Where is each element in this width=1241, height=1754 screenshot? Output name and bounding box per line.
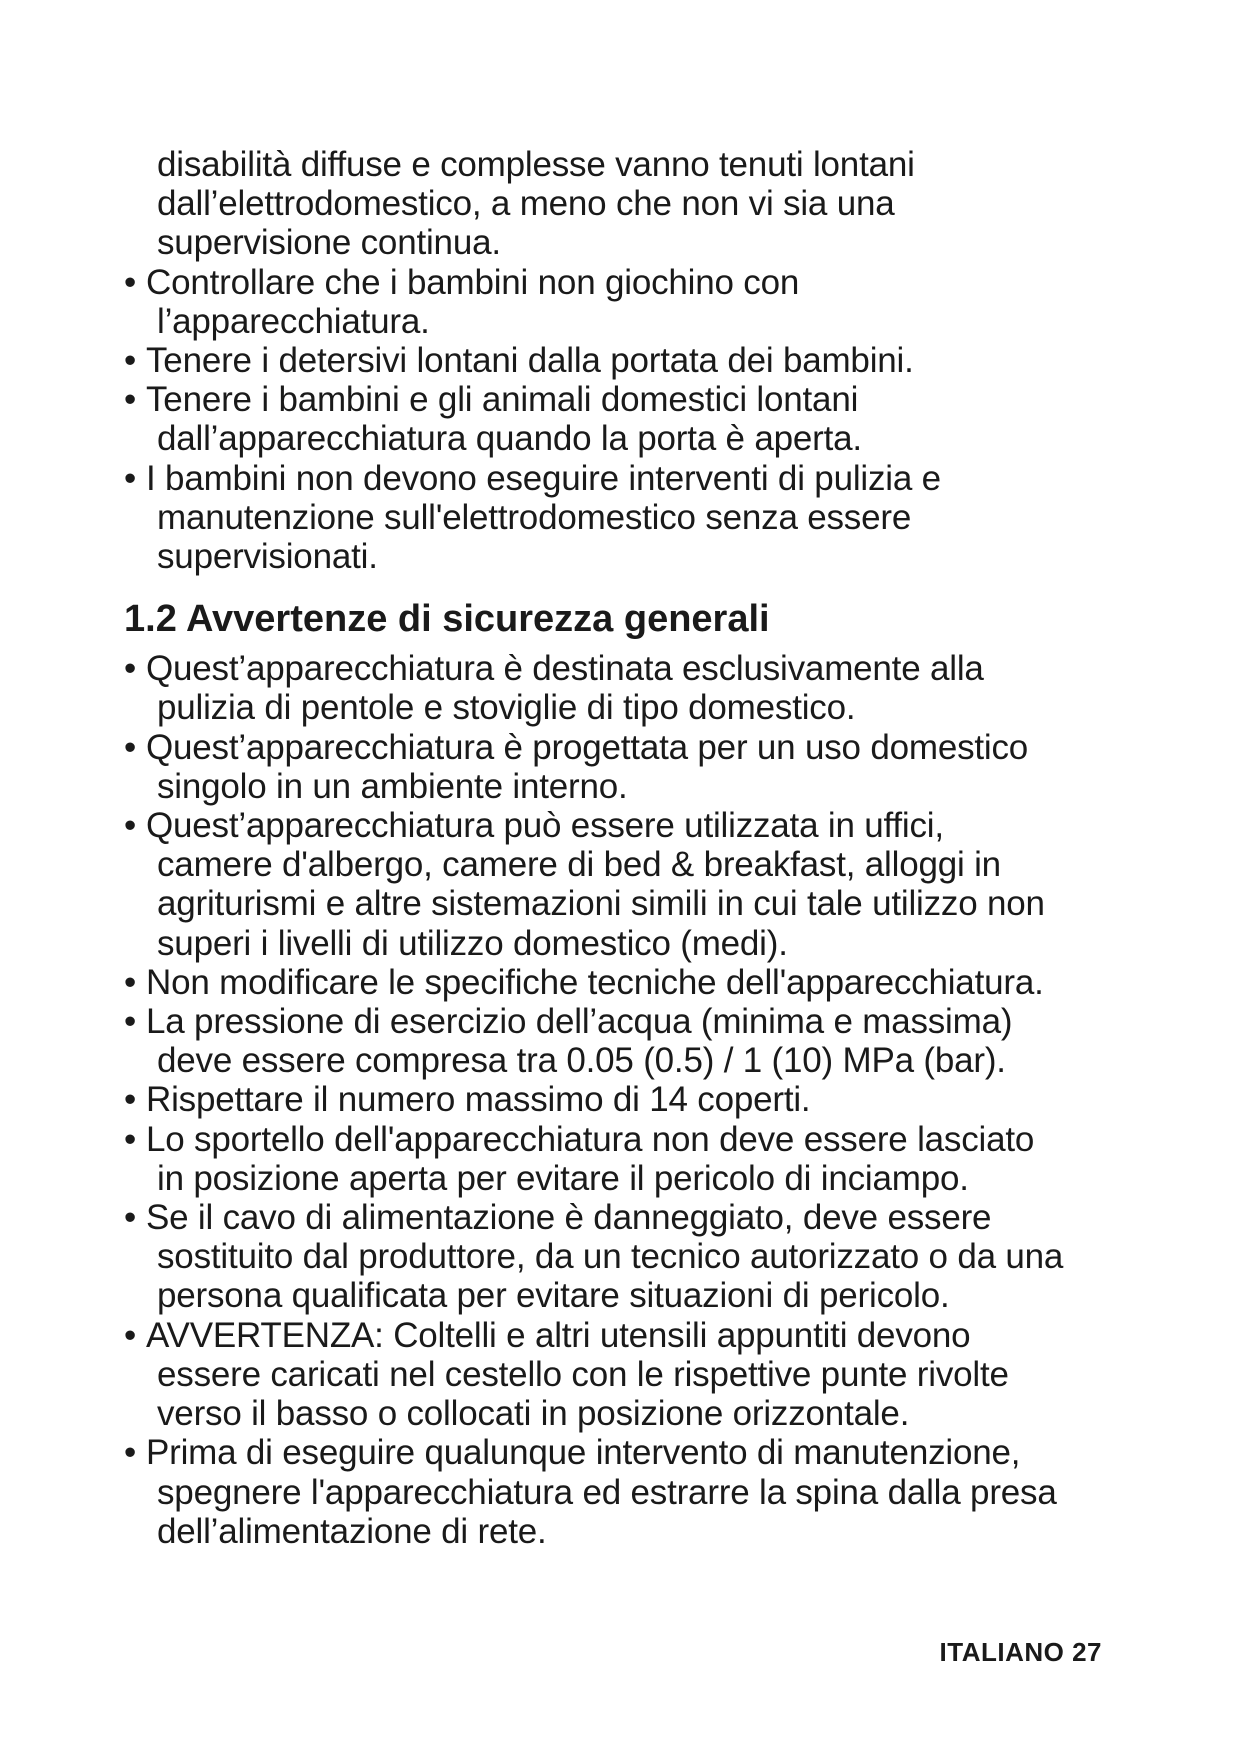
list-item (124, 1198, 1124, 1316)
list-item-text: dall’apparecchiatura quando la porta è aperta. (157, 419, 862, 459)
list-item (124, 963, 1124, 1002)
child-safety-list (124, 263, 1124, 577)
bullet-marker: • (124, 1119, 137, 1159)
bullet-marker: • (124, 1315, 137, 1355)
list-item-text: Rispettare il numero massimo di 14 coperti. (146, 1080, 811, 1120)
list-item (124, 806, 1124, 963)
list-item-text: supervisionati. (157, 537, 378, 577)
bullet-marker: • (124, 806, 137, 846)
list-item (124, 1002, 1124, 1080)
list-item (124, 649, 1124, 727)
list-item-text: spegnere l'apparecchiatura ed estrarre la spina dalla presa (157, 1472, 1057, 1512)
list-item (124, 263, 1124, 341)
list-item-text: Quest’apparecchiatura può essere utilizzata in uffici, (146, 806, 944, 846)
list-item (124, 1080, 1124, 1119)
list-item (124, 1316, 1124, 1434)
list-item-text: verso il basso o collocati in posizione orizzontale. (157, 1394, 910, 1434)
list-item (124, 728, 1124, 806)
bullet-marker: • (124, 1433, 137, 1473)
list-item-text: pulizia di pentole e stoviglie di tipo domestico. (157, 688, 856, 728)
list-item-text: Quest’apparecchiatura è destinata esclusivamente alla (146, 649, 984, 689)
list-item-text: superi i livelli di utilizzo domestico (medi). (157, 923, 788, 963)
list-item (124, 459, 1124, 577)
list-item (124, 1433, 1124, 1551)
list-item-text: Se il cavo di alimentazione è danneggiato, deve essere (146, 1198, 992, 1238)
bullet-marker: • (124, 1002, 137, 1042)
intro-line: supervisione continua. (157, 223, 501, 263)
general-safety-list (124, 649, 1124, 1551)
list-item-text: deve essere compresa tra 0.05 (0.5) / 1 (10) MPa (bar). (157, 1041, 1006, 1081)
bullet-marker: • (124, 380, 137, 420)
list-item-text: Non modificare le specifiche tecniche dell'apparecchiatura. (146, 962, 1044, 1002)
list-item-text: Prima di eseguire qualunque intervento di manutenzione, (146, 1433, 1021, 1473)
list-item-text: Tenere i detersivi lontani dalla portata dei bambini. (146, 341, 914, 381)
bullet-marker: • (124, 962, 137, 1002)
list-item-text: Lo sportello dell'apparecchiatura non deve essere lasciato (146, 1119, 1035, 1159)
list-item (124, 341, 1124, 380)
list-item-text: Quest’apparecchiatura è progettata per un uso domestico (146, 727, 1029, 767)
list-item-text: in posizione aperta per evitare il pericolo di inciampo. (157, 1158, 969, 1198)
bullet-marker: • (124, 262, 137, 302)
list-item-text: singolo in un ambiente interno. (157, 766, 628, 806)
page-content (124, 145, 1124, 1551)
bullet-marker: • (124, 649, 137, 689)
list-item-text: Tenere i bambini e gli animali domestici lontani (146, 380, 859, 420)
list-item (124, 380, 1124, 458)
page-footer-label: ITALIANO 27 (939, 1637, 1102, 1667)
list-item-text: I bambini non devono eseguire interventi di pulizia e (146, 458, 941, 498)
list-item (124, 1120, 1124, 1198)
list-item-text: sostituito dal produttore, da un tecnico autorizzato o da una (157, 1237, 1064, 1277)
list-item-text: AVVERTENZA: Coltelli e altri utensili appuntiti devono (146, 1315, 971, 1355)
list-item-text: persona qualificata per evitare situazioni di pericolo. (157, 1276, 950, 1316)
list-item-text: essere caricati nel cestello con le rispettive punte rivolte (157, 1354, 1009, 1394)
list-item-text: agriturismi e altre sistemazioni simili in cui tale utilizzo non (157, 884, 1045, 924)
intro-paragraph (124, 145, 1124, 263)
list-item-text: manutenzione sull'elettrodomestico senza essere (157, 497, 912, 537)
section-heading: 1.2 Avvertenze di sicurezza generali (124, 598, 770, 641)
list-item-text: l’apparecchiatura. (157, 301, 430, 341)
intro-line: disabilità diffuse e complesse vanno tenuti lontani (157, 145, 915, 184)
list-item-text: dell’alimentazione di rete. (157, 1511, 547, 1551)
list-item-text: camere d'albergo, camere di bed & breakfast, alloggi in (157, 845, 1001, 885)
bullet-marker: • (124, 341, 137, 381)
bullet-marker: • (124, 1198, 137, 1238)
bullet-marker: • (124, 1080, 137, 1120)
bullet-marker: • (124, 727, 137, 767)
intro-line: dall’elettrodomestico, a meno che non vi sia una (157, 184, 895, 224)
list-item-text: La pressione di esercizio dell’acqua (minima e massima) (146, 1002, 1013, 1042)
bullet-marker: • (124, 458, 137, 498)
list-item-text: Controllare che i bambini non giochino con (146, 262, 800, 302)
